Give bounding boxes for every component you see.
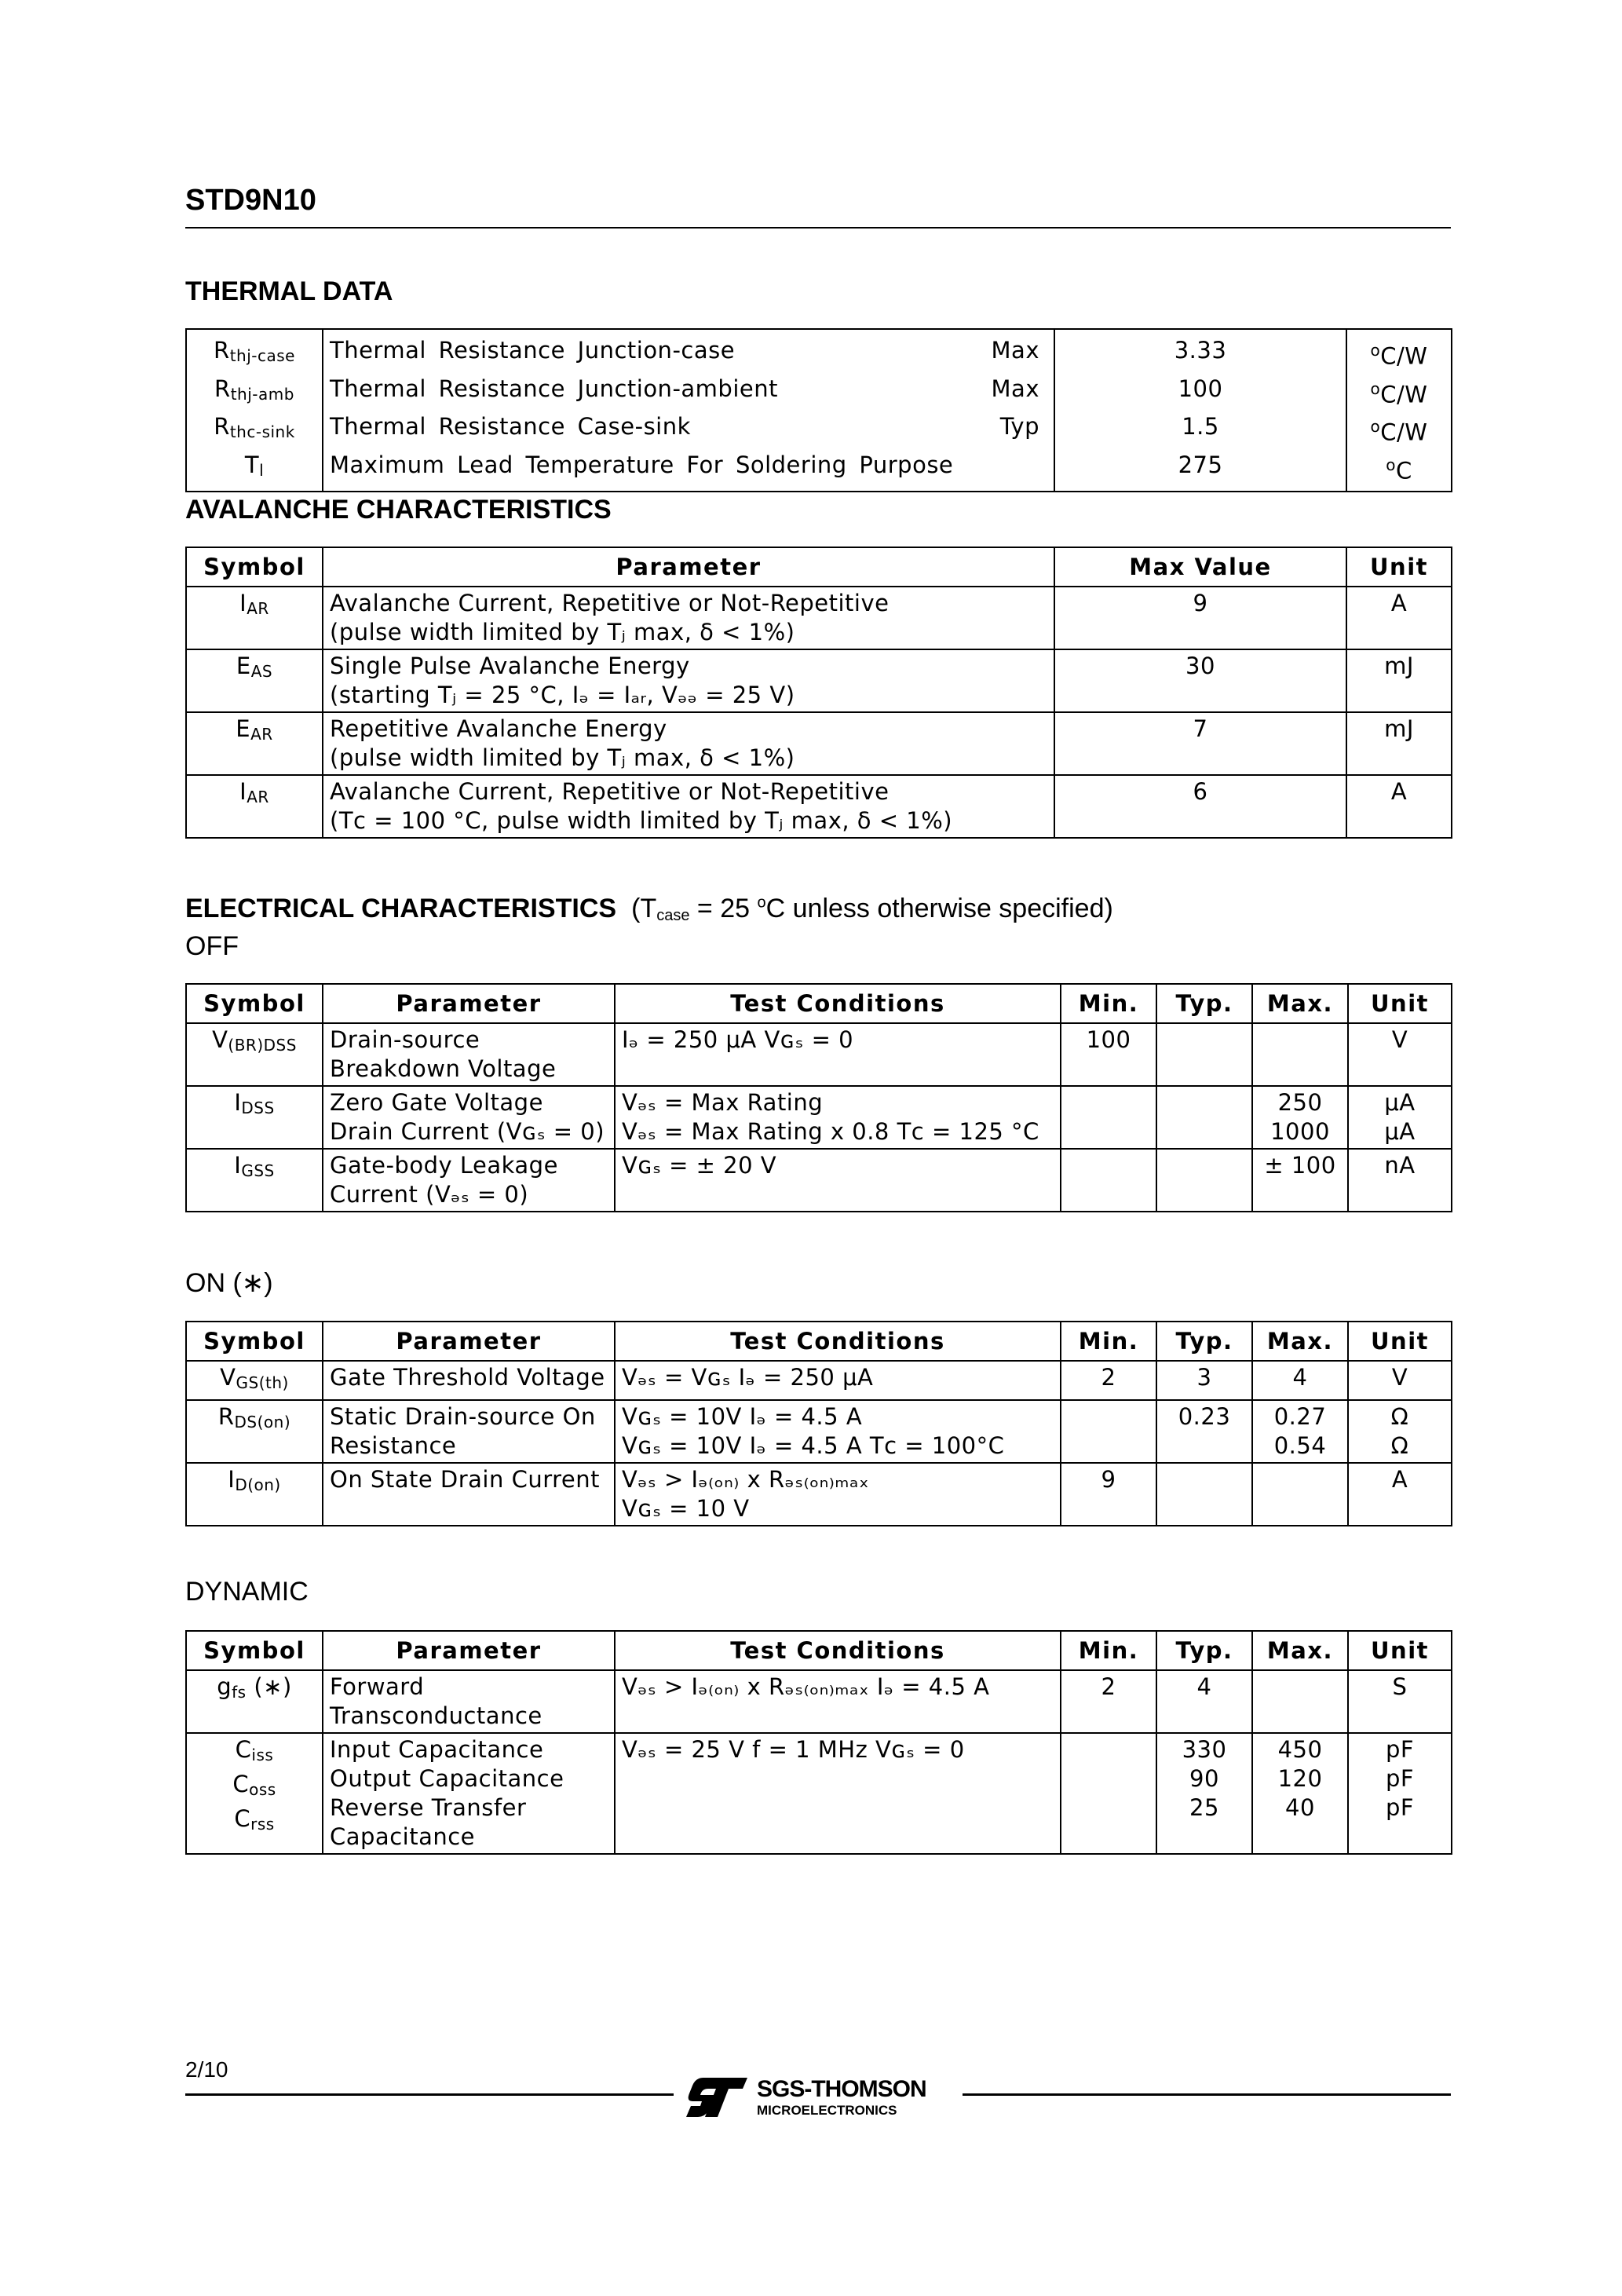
- avalanche-value: 7: [1054, 712, 1346, 775]
- col-typ: Typ.: [1156, 1631, 1252, 1670]
- unit-cell: V: [1348, 1361, 1452, 1400]
- parameter-cell: On State Drain Current: [323, 1463, 615, 1526]
- avalanche-unit: mJ: [1346, 649, 1452, 712]
- max-cell: 0.27 0.54: [1252, 1400, 1348, 1463]
- test-conditions-cell: Vₔₛ = Max Rating Vₔₛ = Max Rating x 0.8 Tᴄ = 125 °C: [615, 1086, 1061, 1149]
- parameter-cell: Input Capacitance Output Capacitance Reverse Transfer Capacitance: [323, 1733, 615, 1854]
- symbol-cell: $V_{GS(th)}$: [186, 1361, 323, 1400]
- off-row: [186, 1149, 1452, 1212]
- avalanche-unit: A: [1346, 775, 1452, 838]
- thermal-parameter: Thermal Resistance Junction-case Max: [323, 329, 1054, 373]
- unit-cell: pF pF pF: [1348, 1733, 1452, 1854]
- test-conditions-cell: Vɢₛ = 10V Iₔ = 4.5 A Vɢₛ = 10V Iₔ = 4.5 A Tᴄ = 100°C: [615, 1400, 1061, 1463]
- symbol-cell: $E_{AS}$: [186, 649, 323, 712]
- col-min: Min.: [1061, 984, 1156, 1023]
- thermal-unit: $^o$C/W: [1346, 411, 1452, 449]
- thermal-unit: $^o$C/W: [1346, 329, 1452, 373]
- thermal-parameter: Thermal Resistance Case-sink Typ: [323, 411, 1054, 449]
- typ-cell: [1156, 1463, 1252, 1526]
- avalanche-parameter: Single Pulse Avalanche Energy (starting Tⱼ = 25 °C, Iₔ = Iₐᵣ, Vₔₔ = 25 V): [323, 649, 1054, 712]
- thermal-title: THERMAL DATA: [185, 276, 393, 306]
- col-max-value: Max Value: [1054, 547, 1346, 587]
- symbol-cell: $I_{DSS}$: [186, 1086, 323, 1149]
- avalanche-unit: A: [1346, 587, 1452, 649]
- col-max: Max.: [1252, 1631, 1348, 1670]
- typ-cell: 3: [1156, 1361, 1252, 1400]
- max-cell: ± 100: [1252, 1149, 1348, 1212]
- test-conditions-cell: Iₔ = 250 μA Vɢₛ = 0: [615, 1023, 1061, 1086]
- col-test-conditions: Test Conditions: [615, 984, 1061, 1023]
- on-table: [185, 1321, 1452, 1526]
- thermal-value: 275: [1054, 449, 1346, 492]
- symbol-cell: $E_{AR}$: [186, 712, 323, 775]
- thermal-unit: $^o$C: [1346, 449, 1452, 492]
- col-test-conditions: Test Conditions: [615, 1322, 1061, 1361]
- symbol-cell: $V_{(BR)DSS}$: [186, 1023, 323, 1086]
- avalanche-value: 9: [1054, 587, 1346, 649]
- avalanche-value: 30: [1054, 649, 1346, 712]
- avalanche-parameter: Avalanche Current, Repetitive or Not-Repetitive (pulse width limited by Tⱼ max, δ < 1%): [323, 587, 1054, 649]
- col-symbol: Symbol: [186, 1631, 323, 1670]
- typ-cell: 4: [1156, 1670, 1252, 1733]
- symbol-cell: $R_{thj-case}$: [186, 329, 323, 373]
- min-cell: 9: [1061, 1463, 1156, 1526]
- st-logo-icon: [685, 2071, 752, 2123]
- symbol-cell: $I_{D(on)}$: [186, 1463, 323, 1526]
- col-unit: Unit: [1348, 1322, 1452, 1361]
- min-cell: 2: [1061, 1670, 1156, 1733]
- col-parameter: Parameter: [323, 984, 615, 1023]
- thermal-value: 3.33: [1054, 329, 1346, 373]
- symbol-cell: $R_{thj-amb}$: [186, 373, 323, 411]
- typ-cell: 330 90 25: [1156, 1733, 1252, 1854]
- footer-logo: [685, 2071, 956, 2123]
- symbol-cell: $C_{iss}$ $C_{oss}$ $C_{rss}$: [186, 1733, 323, 1854]
- typ-cell: 0.23: [1156, 1400, 1252, 1463]
- col-min: Min.: [1061, 1322, 1156, 1361]
- col-symbol: Symbol: [186, 984, 323, 1023]
- col-test-conditions: Test Conditions: [615, 1631, 1061, 1670]
- off-label: OFF: [185, 931, 239, 961]
- unit-cell: nA: [1348, 1149, 1452, 1212]
- avalanche-value: 6: [1054, 775, 1346, 838]
- electrical-heading: [185, 894, 1113, 925]
- parameter-cell: Gate Threshold Voltage: [323, 1361, 615, 1400]
- thermal-value: 1.5: [1054, 411, 1346, 449]
- max-cell: [1252, 1023, 1348, 1086]
- unit-cell: μA μA: [1348, 1086, 1452, 1149]
- max-cell: 450 120 40: [1252, 1733, 1348, 1854]
- parameter-cell: Gate-body Leakage Current (Vₔₛ = 0): [323, 1149, 615, 1212]
- on-label: ON (∗): [185, 1268, 273, 1298]
- thermal-row: [186, 411, 1452, 449]
- typ-cell: [1156, 1149, 1252, 1212]
- min-cell: [1061, 1400, 1156, 1463]
- thermal-qualifier: Typ: [999, 413, 1039, 441]
- avalanche-parameter: Repetitive Avalanche Energy (pulse width limited by Tⱼ max, δ < 1%): [323, 712, 1054, 775]
- on-row: [186, 1400, 1452, 1463]
- symbol-cell: $I_{AR}$: [186, 587, 323, 649]
- min-cell: [1061, 1733, 1156, 1854]
- thermal-row: [186, 329, 1452, 373]
- symbol-cell: $T_l$: [186, 449, 323, 492]
- thermal-row: [186, 449, 1452, 492]
- dynamic-label: DYNAMIC: [185, 1577, 309, 1607]
- col-symbol: Symbol: [186, 1322, 323, 1361]
- col-parameter: Parameter: [323, 1631, 615, 1670]
- min-cell: 2: [1061, 1361, 1156, 1400]
- symbol-cell: $I_{AR}$: [186, 775, 323, 838]
- header-rule: [185, 227, 1451, 229]
- test-conditions-cell: Vₔₛ = 25 V f = 1 MHz Vɢₛ = 0: [615, 1733, 1061, 1854]
- dynamic-table: [185, 1630, 1452, 1855]
- test-conditions-cell: Vₔₛ > Iₔ₍ₒₙ₎ x Rₔₛ₍ₒₙ₎ₘₐₓ Iₔ = 4.5 A: [615, 1670, 1061, 1733]
- part-number: STD9N10: [185, 184, 316, 217]
- col-max: Max.: [1252, 1322, 1348, 1361]
- parameter-cell: Drain-source Breakdown Voltage: [323, 1023, 615, 1086]
- col-unit: Unit: [1348, 1631, 1452, 1670]
- dynamic-row: [186, 1670, 1452, 1733]
- test-conditions-cell: Vɢₛ = ± 20 V: [615, 1149, 1061, 1212]
- unit-cell: A: [1348, 1463, 1452, 1526]
- avalanche-row: [186, 587, 1452, 649]
- symbol-cell: $R_{thc-sink}$: [186, 411, 323, 449]
- on-row: [186, 1361, 1452, 1400]
- avalanche-row: [186, 649, 1452, 712]
- unit-cell: S: [1348, 1670, 1452, 1733]
- thermal-value: 100: [1054, 373, 1346, 411]
- parameter-cell: Forward Transconductance: [323, 1670, 615, 1733]
- thermal-parameter: Maximum Lead Temperature For Soldering Purpose: [323, 449, 1054, 492]
- test-conditions-cell: Vₔₛ = Vɢₛ Iₔ = 250 μA: [615, 1361, 1061, 1400]
- col-symbol: Symbol: [186, 547, 323, 587]
- electrical-title: ELECTRICAL CHARACTERISTICS: [185, 894, 617, 923]
- symbol-cell: $g_{fs}$ (∗): [186, 1670, 323, 1733]
- col-max: Max.: [1252, 984, 1348, 1023]
- col-min: Min.: [1061, 1631, 1156, 1670]
- footer-rule-right: [963, 2093, 1451, 2096]
- min-cell: [1061, 1149, 1156, 1212]
- on-row: [186, 1463, 1452, 1526]
- thermal-qualifier: Max: [991, 337, 1039, 364]
- thermal-row: [186, 373, 1452, 411]
- thermal-parameter: Thermal Resistance Junction-ambient Max: [323, 373, 1054, 411]
- min-cell: 100: [1061, 1023, 1156, 1086]
- electrical-condition: ($T_{case} = 25$ $^o$C unless otherwise specified): [631, 894, 1113, 924]
- max-cell: [1252, 1670, 1348, 1733]
- thermal-table: [185, 328, 1452, 492]
- brand-top: SGS-THOMSON: [757, 2076, 926, 2102]
- off-row: [186, 1086, 1452, 1149]
- avalanche-parameter: Avalanche Current, Repetitive or Not-Repetitive (Tᴄ = 100 °C, pulse width limited by Tⱼ max, δ < 1%): [323, 775, 1054, 838]
- unit-cell: V: [1348, 1023, 1452, 1086]
- avalanche-title: AVALANCHE CHARACTERISTICS: [185, 495, 612, 525]
- col-typ: Typ.: [1156, 984, 1252, 1023]
- col-unit: Unit: [1346, 547, 1452, 587]
- off-row: [186, 1023, 1452, 1086]
- max-cell: 4: [1252, 1361, 1348, 1400]
- max-cell: 250 1000: [1252, 1086, 1348, 1149]
- avalanche-table: [185, 547, 1452, 839]
- col-parameter: Parameter: [323, 1322, 615, 1361]
- col-parameter: Parameter: [323, 547, 1054, 587]
- thermal-qualifier: Max: [991, 375, 1039, 402]
- unit-cell: Ω Ω: [1348, 1400, 1452, 1463]
- off-table: [185, 983, 1452, 1212]
- avalanche-row: [186, 712, 1452, 775]
- thermal-unit: $^o$C/W: [1346, 373, 1452, 411]
- col-typ: Typ.: [1156, 1322, 1252, 1361]
- min-cell: [1061, 1086, 1156, 1149]
- symbol-cell: $R_{DS(on)}$: [186, 1400, 323, 1463]
- col-unit: Unit: [1348, 984, 1452, 1023]
- footer-rule-left: [185, 2093, 674, 2096]
- parameter-cell: Static Drain-source On Resistance: [323, 1400, 615, 1463]
- avalanche-unit: mJ: [1346, 712, 1452, 775]
- brand-bottom: MICROELECTRONICS: [757, 2103, 897, 2118]
- typ-cell: [1156, 1023, 1252, 1086]
- symbol-cell: $I_{GSS}$: [186, 1149, 323, 1212]
- test-conditions-cell: Vₔₛ > Iₔ₍ₒₙ₎ x Rₔₛ₍ₒₙ₎ₘₐₓ Vɢₛ = 10 V: [615, 1463, 1061, 1526]
- max-cell: [1252, 1463, 1348, 1526]
- dynamic-row: [186, 1733, 1452, 1854]
- parameter-cell: Zero Gate Voltage Drain Current (Vɢₛ = 0): [323, 1086, 615, 1149]
- avalanche-row: [186, 775, 1452, 838]
- typ-cell: [1156, 1086, 1252, 1149]
- page-number: 2/10: [185, 2057, 228, 2082]
